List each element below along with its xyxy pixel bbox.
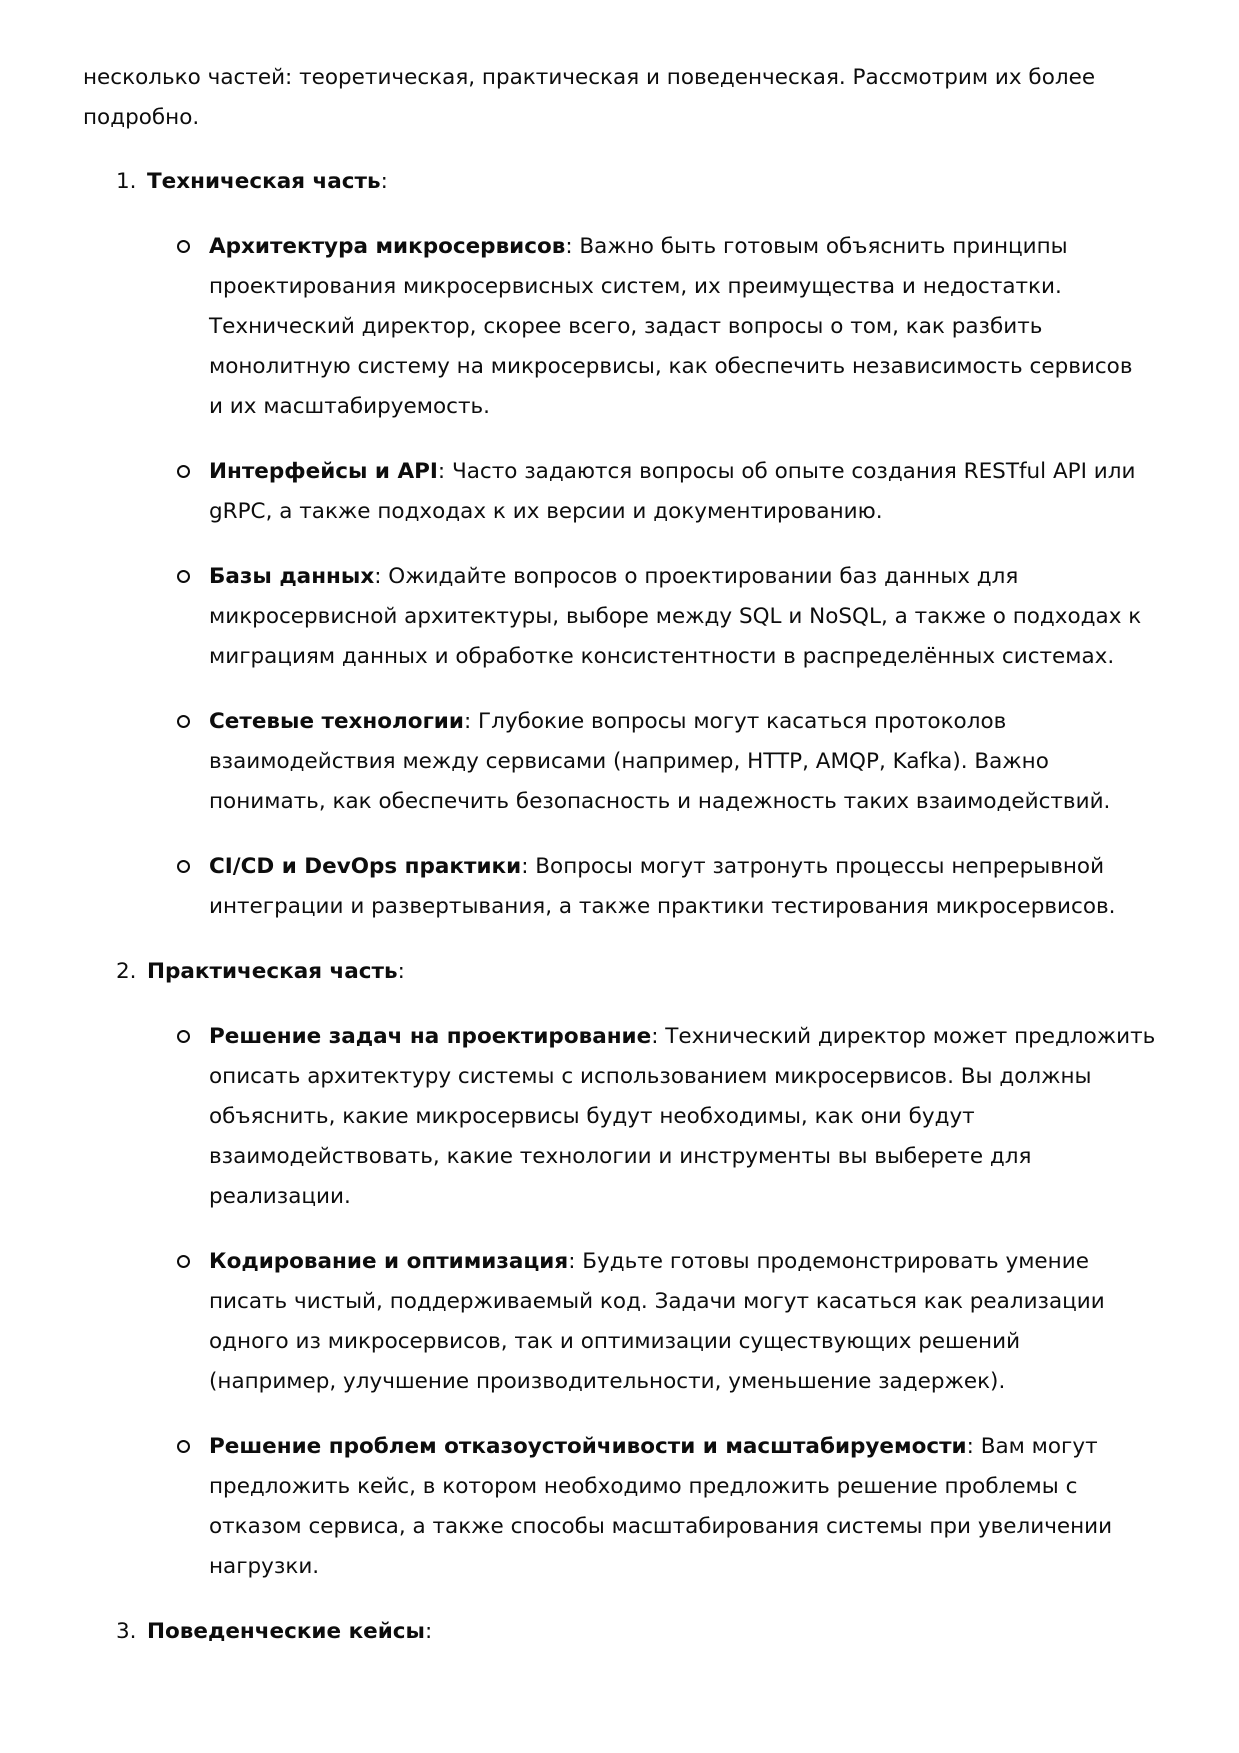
circle-bullet-icon bbox=[177, 570, 190, 583]
list-item bbox=[147, 1427, 1163, 1587]
list-item bbox=[147, 1017, 1163, 1217]
item-first-line bbox=[209, 702, 1163, 742]
section-items bbox=[147, 227, 1163, 927]
item-first-line bbox=[209, 1427, 1163, 1467]
item-line: описать архитектуру системы с использованием микросервисов. Вы должны bbox=[209, 1064, 1092, 1089]
item-line: предложить кейс, в котором необходимо предложить решение проблемы с bbox=[209, 1474, 1078, 1499]
item-line: писать чистый, поддерживаемый код. Задачи могут касаться как реализации bbox=[209, 1289, 1105, 1314]
item-text: : Глубокие вопросы могут касаться протоколов bbox=[463, 709, 1007, 734]
list-item bbox=[147, 1242, 1163, 1402]
item-text: : Будьте готовы продемонстрировать умение bbox=[568, 1249, 1089, 1274]
list-item bbox=[147, 452, 1163, 532]
section-title: Поведенческие кейсы bbox=[147, 1619, 425, 1644]
section-number: 3. bbox=[116, 1619, 137, 1644]
sections-list bbox=[83, 162, 1163, 1652]
item-line: отказом сервиса, а также способы масштабирования системы при увеличении bbox=[209, 1514, 1113, 1539]
section-heading bbox=[116, 162, 1163, 202]
circle-bullet-icon bbox=[177, 1030, 190, 1043]
item-title: CI/CD и DevOps практики bbox=[209, 854, 522, 879]
circle-bullet-icon bbox=[177, 1440, 190, 1453]
item-first-line bbox=[209, 452, 1163, 492]
circle-bullet-icon bbox=[177, 715, 190, 728]
item-text: : Часто задаются вопросы об опыте создания RESTful API или bbox=[437, 459, 1136, 484]
section-practical bbox=[83, 952, 1163, 1587]
item-line: взаимодействия между сервисами (например, HTTP, AMQP, Kafka). Важно bbox=[209, 749, 1049, 774]
item-first-line bbox=[209, 1017, 1163, 1057]
intro-paragraph bbox=[83, 58, 1163, 138]
section-number: 1. bbox=[116, 169, 137, 194]
circle-bullet-icon bbox=[177, 1255, 190, 1268]
item-line: реализации. bbox=[209, 1184, 351, 1209]
item-line: gRPC, а также подходах к их версии и документированию. bbox=[209, 499, 883, 524]
circle-bullet-icon bbox=[177, 860, 190, 873]
item-title: Кодирование и оптимизация bbox=[209, 1249, 569, 1274]
item-title: Базы данных bbox=[209, 564, 375, 589]
list-item bbox=[147, 847, 1163, 927]
item-line: взаимодействовать, какие технологии и инструменты вы выберете для bbox=[209, 1144, 1032, 1169]
circle-bullet-icon bbox=[177, 240, 190, 253]
item-text: : Технический директор может предложить bbox=[651, 1024, 1156, 1049]
item-text: : Важно быть готовым объяснить принципы bbox=[565, 234, 1068, 259]
section-heading bbox=[116, 1612, 1163, 1652]
item-line: микросервисной архитектуры, выборе между SQL и NoSQL, а также о подходах к bbox=[209, 604, 1142, 629]
item-title: Решение задач на проектирование bbox=[209, 1024, 652, 1049]
item-title: Сетевые технологии bbox=[209, 709, 464, 734]
section-title: Практическая часть bbox=[147, 959, 398, 984]
section-number: 2. bbox=[116, 959, 137, 984]
section-technical bbox=[83, 162, 1163, 927]
item-first-line bbox=[209, 847, 1163, 887]
section-items bbox=[147, 1017, 1163, 1587]
item-title: Архитектура микросервисов bbox=[209, 234, 566, 259]
item-line: Технический директор, скорее всего, задаст вопросы о том, как разбить bbox=[209, 314, 1043, 339]
section-behavioral bbox=[83, 1612, 1163, 1652]
item-line: одного из микросервисов, так и оптимизации существующих решений bbox=[209, 1329, 1021, 1354]
item-line: (например, улучшение производительности, уменьшение задержек). bbox=[209, 1369, 1006, 1394]
item-line: монолитную систему на микросервисы, как обеспечить независимость сервисов bbox=[209, 354, 1133, 379]
list-item bbox=[147, 227, 1163, 427]
section-suffix: : bbox=[397, 959, 405, 984]
section-title: Техническая часть bbox=[147, 169, 381, 194]
item-text: : Вам могут bbox=[966, 1434, 1098, 1459]
item-line: понимать, как обеспечить безопасность и надежность таких взаимодействий. bbox=[209, 789, 1111, 814]
item-title: Решение проблем отказоустойчивости и масштабируемости bbox=[209, 1434, 967, 1459]
item-line: проектирования микросервисных систем, их преимущества и недостатки. bbox=[209, 274, 1062, 299]
item-line: миграциям данных и обработке консистентности в распределённых системах. bbox=[209, 644, 1115, 669]
section-suffix: : bbox=[380, 169, 388, 194]
item-line: объяснить, какие микросервисы будут необходимы, как они будут bbox=[209, 1104, 975, 1129]
section-heading bbox=[116, 952, 1163, 992]
item-line: и их масштабируемость. bbox=[209, 394, 490, 419]
item-line: нагрузки. bbox=[209, 1554, 320, 1579]
document-page bbox=[83, 58, 1163, 1652]
item-line: интеграции и развертывания, а также практики тестирования микросервисов. bbox=[209, 894, 1116, 919]
section-suffix: : bbox=[425, 1619, 433, 1644]
list-item bbox=[147, 702, 1163, 822]
item-first-line bbox=[209, 1242, 1163, 1282]
list-item bbox=[147, 557, 1163, 677]
item-first-line bbox=[209, 227, 1163, 267]
circle-bullet-icon bbox=[177, 465, 190, 478]
item-text: : Ожидайте вопросов о проектировании баз данных для bbox=[374, 564, 1019, 589]
intro-line: подробно. bbox=[83, 105, 200, 130]
intro-line: несколько частей: теоретическая, практическая и поведенческая. Рассмотрим их более bbox=[83, 65, 1096, 90]
item-first-line bbox=[209, 557, 1163, 597]
item-text: : Вопросы могут затронуть процессы непрерывной bbox=[521, 854, 1105, 879]
item-title: Интерфейсы и API bbox=[209, 459, 438, 484]
